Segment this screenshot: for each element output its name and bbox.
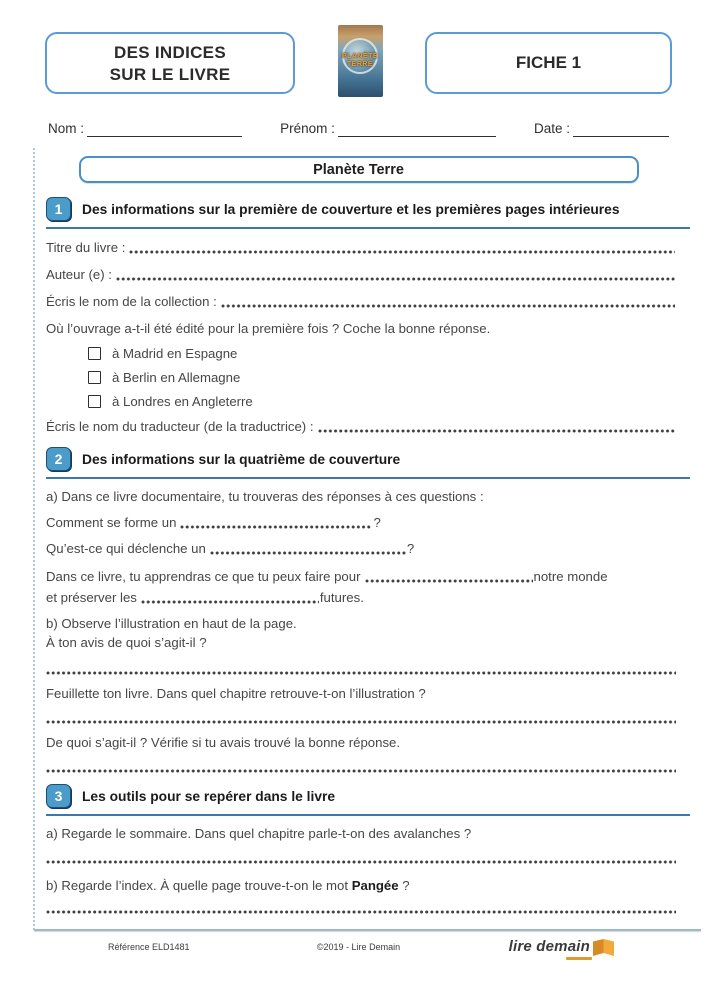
date-field: [534, 121, 669, 137]
edition-question: Où l’ouvrage a-t-il été édité pour la première fois ? Coche la bonne réponse.: [46, 321, 491, 336]
question-comment-se-forme: Comment se forme un ?: [46, 515, 381, 530]
feuillette-question: Feuillette ton livre. Dans quel chapitre retrouve-t-on l’illustration ?: [46, 686, 426, 701]
q2-answer-dots: [210, 543, 406, 556]
worksheet-book-title: Planète Terre: [79, 156, 639, 183]
section-3-header: [46, 784, 690, 816]
answer-dotline-3: [46, 761, 676, 774]
header: [0, 0, 717, 97]
header-title-box: [45, 32, 295, 94]
section-3-number-badge: 3: [46, 784, 71, 808]
index-question: b) Regarde l’index. À quelle page trouve-t-on le mot Pangée ?: [46, 878, 410, 893]
q3b-answer-dots: [141, 592, 319, 605]
checkbox-madrid[interactable]: [88, 347, 101, 360]
copyright-text: ©2019 - Lire Demain: [316, 942, 401, 952]
choice-label-londres: à Londres en Angleterre: [112, 394, 253, 409]
choice-label-berlin: à Berlin en Allemagne: [112, 370, 241, 385]
choice-row-madrid: [88, 346, 717, 361]
section2-a-intro: a) Dans ce livre documentaire, tu trouveras des réponses à ces questions :: [46, 489, 484, 504]
prenom-write-line: [338, 124, 496, 137]
book-cover-thumbnail: [338, 25, 383, 97]
section-1-number-badge: 1: [46, 197, 71, 221]
nom-write-line: [87, 124, 242, 137]
prenom-field: [280, 121, 496, 137]
answer-dotline-1: [46, 663, 676, 676]
traducteur-answer-dots: [318, 421, 675, 434]
collection-line: Écris le nom de la collection :: [46, 293, 676, 310]
titre-du-livre-line: Titre du livre :: [46, 239, 676, 256]
answer-dotline-4: [46, 852, 676, 865]
book-cover-title: PLANÈTE TERRE: [341, 53, 379, 68]
q3-answer-dots: [365, 571, 533, 584]
observe-illustration-line: b) Observe l’illustration en haut de la page.: [46, 616, 297, 631]
choice-row-berlin: [88, 370, 717, 385]
section-2-header: [46, 447, 690, 479]
section-3-title: Les outils pour se repérer dans le livre: [82, 788, 336, 804]
traducteur-line: Écris le nom du traducteur (de la traductrice) :: [46, 418, 676, 435]
dequoi-question: De quoi s’agit-il ? Vérifie si tu avais trouvé la bonne réponse.: [46, 735, 401, 750]
logo-text: lire demain: [508, 938, 590, 955]
choice-label-madrid: à Madrid en Espagne: [112, 346, 238, 361]
ton-avis-line: À ton avis de quoi s’agit-il ?: [46, 635, 207, 650]
logo-subtext-mark: [566, 957, 592, 960]
nom-label: Nom :: [48, 121, 85, 136]
date-label: Date :: [533, 121, 570, 136]
auteur-line: Auteur (e) :: [46, 266, 676, 283]
pangee-bold-word: Pangée: [351, 878, 399, 893]
section-1-header: [46, 197, 690, 229]
question-declenche: Qu’est-ce qui déclenche un ?: [46, 541, 415, 556]
checkbox-berlin[interactable]: [88, 371, 101, 384]
identity-row: [48, 121, 669, 137]
choice-row-londres: [88, 394, 717, 409]
auteur-answer-dots: [116, 269, 675, 282]
reference-code: Référence ELD1481: [108, 942, 190, 952]
section-1-title: Des informations sur la première de couverture et les premières pages intérieures: [82, 201, 620, 217]
sommaire-question: a) Regarde le sommaire. Dans quel chapitre parle-t-on des avalanches ?: [46, 826, 472, 841]
answer-dotline-2: [46, 712, 676, 725]
titre-answer-dots: [129, 242, 675, 255]
question-preserver: et préserver les futures.: [46, 590, 364, 605]
nom-field: [48, 121, 242, 137]
prenom-label: Prénom :: [280, 121, 335, 136]
section-2-title: Des informations sur la quatrième de couverture: [82, 451, 401, 467]
fiche-label: FICHE 1: [515, 53, 582, 72]
question-faire-pour: Dans ce livre, tu apprendras ce que tu peux faire pour notre monde: [46, 569, 608, 584]
section-2-number-badge: 2: [46, 447, 71, 471]
checkbox-londres[interactable]: [88, 395, 101, 408]
header-title-line1: DES INDICES: [114, 43, 226, 62]
date-write-line: [573, 124, 669, 137]
lire-demain-logo: [509, 938, 614, 960]
q1-answer-dots: [180, 517, 372, 530]
open-book-icon: [593, 939, 614, 956]
header-title-line2: SUR LE LIVRE: [109, 65, 231, 84]
answer-dotline-5: [46, 902, 676, 915]
left-cut-guide-line: [33, 148, 35, 930]
collection-answer-dots: [221, 296, 675, 309]
fiche-number-box: [425, 32, 672, 94]
footer: [0, 938, 717, 968]
footer-divider-line: [34, 929, 701, 931]
